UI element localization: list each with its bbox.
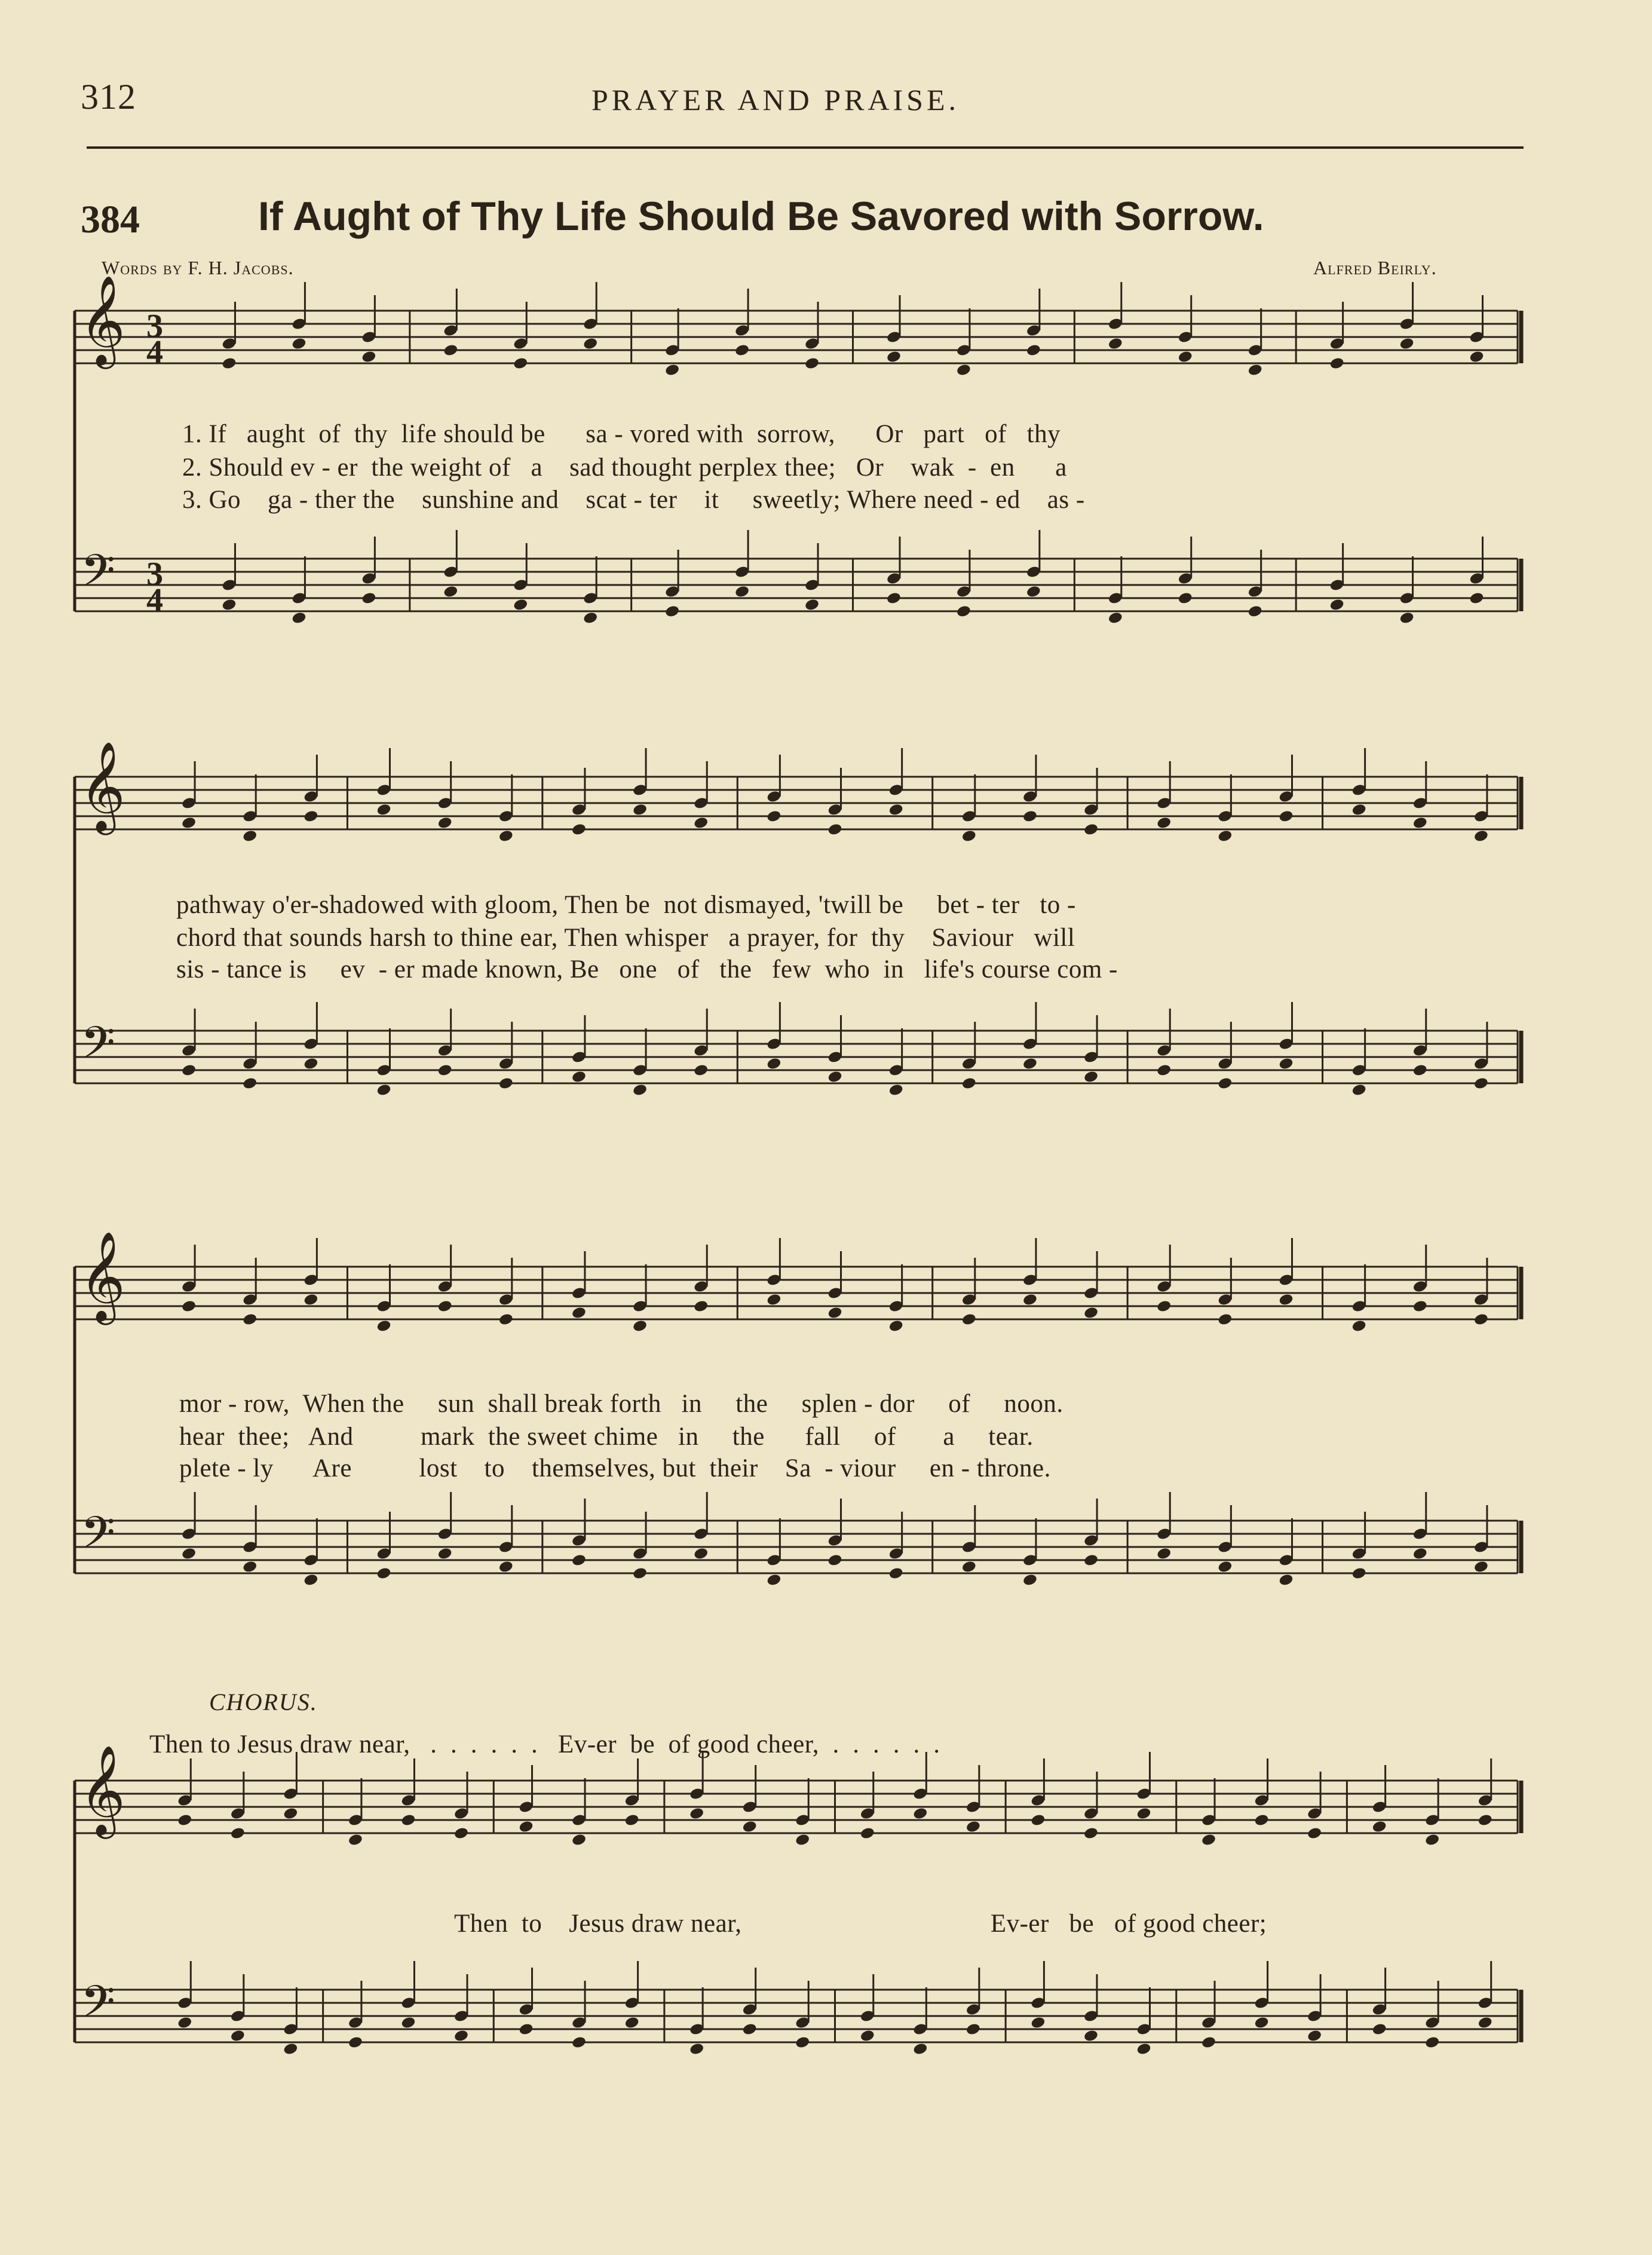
verse-3-line: 3. Go ga - ther the sunshine and scat - ter it sweetly; Where need - ed as - — [182, 486, 1085, 514]
note-head — [693, 1547, 709, 1561]
note-head — [795, 1833, 810, 1847]
note-head — [181, 816, 197, 830]
note-head — [571, 1070, 587, 1084]
note-head — [1083, 2029, 1099, 2043]
note-head — [1351, 1567, 1367, 1580]
note-head — [443, 585, 458, 599]
note-head — [291, 337, 307, 351]
note-head — [1329, 357, 1345, 370]
note-head — [230, 2029, 246, 2043]
note-head — [1473, 829, 1489, 843]
note-head — [860, 2029, 875, 2043]
note-head — [437, 1300, 453, 1313]
note-head — [453, 1827, 469, 1840]
verse-2-line: chord that sounds harsh to thine ear, Then whisper a prayer, for thy Saviour will — [176, 924, 1075, 952]
note-head — [888, 1083, 904, 1097]
note-head — [1399, 611, 1415, 625]
verse-2-line: hear thee; And mark the sweet chime in the fall of a tear. — [179, 1423, 1034, 1451]
note-head — [961, 1313, 977, 1326]
note-head — [571, 2036, 587, 2049]
note-head — [766, 1293, 781, 1307]
note-head — [571, 1833, 587, 1847]
note-head — [1030, 1813, 1046, 1827]
note-head — [376, 1319, 391, 1333]
note-head — [912, 2042, 928, 2056]
note-head — [1412, 1300, 1428, 1313]
note-head — [1030, 2016, 1046, 2030]
note-head — [1108, 611, 1123, 625]
note-head — [376, 1083, 391, 1097]
note-head — [498, 1077, 514, 1090]
verse-1-line: 1. If aught of thy life should be sa - vored with sorrow, Or part of thy — [182, 420, 1061, 448]
note-head — [291, 611, 307, 625]
note-head — [1136, 2042, 1151, 2056]
note-head — [1083, 1827, 1099, 1840]
note-head — [1248, 605, 1263, 618]
note-head — [1156, 1300, 1172, 1313]
note-head — [912, 1807, 928, 1821]
note-head — [303, 1293, 318, 1307]
page-number: 312 — [81, 77, 136, 117]
note-head — [1412, 816, 1428, 830]
note-head — [498, 1560, 514, 1574]
note-head — [242, 829, 258, 843]
note-head — [1478, 2016, 1493, 2030]
note-head — [734, 585, 750, 599]
note-head — [1278, 810, 1294, 823]
note-head — [1022, 1293, 1038, 1307]
time-signature-top: 3 — [146, 556, 163, 593]
note-head — [742, 2023, 758, 2036]
bass-clef-icon: 𝄢 — [81, 1507, 115, 1570]
hymn-number: 384 — [81, 198, 140, 241]
note-head — [1026, 585, 1041, 599]
note-head — [734, 344, 750, 357]
note-head — [513, 598, 528, 612]
note-head — [1351, 1083, 1367, 1097]
note-head — [624, 1813, 640, 1827]
note-head — [766, 810, 781, 823]
note-head — [181, 1300, 197, 1313]
time-signature-top: 3 — [146, 308, 163, 345]
note-head — [1307, 2029, 1322, 2043]
note-head — [1156, 1064, 1172, 1077]
note-head — [303, 1573, 318, 1587]
note-head — [1083, 1554, 1099, 1567]
note-head — [860, 1827, 875, 1840]
note-head — [766, 1057, 781, 1071]
note-head — [693, 1064, 709, 1077]
bass-clef-icon: 𝄢 — [81, 545, 115, 608]
note-head — [1253, 2016, 1269, 2030]
note-head — [498, 829, 514, 843]
note-head — [361, 592, 376, 605]
note-head — [348, 1833, 363, 1847]
note-head — [689, 1807, 704, 1821]
note-head — [966, 2023, 981, 2036]
note-head — [437, 1547, 453, 1561]
note-head — [1424, 1833, 1440, 1847]
note-head — [664, 363, 680, 377]
note-head — [1278, 1057, 1294, 1071]
verse-1-line: pathway o'er-shadowed with gloom, Then be not dismayed, 'twill be bet - ter to - — [176, 891, 1076, 919]
treble-clef-icon: 𝄞 — [79, 274, 125, 365]
note-head — [795, 2036, 810, 2049]
note-head — [888, 803, 904, 817]
note-head — [1469, 350, 1484, 364]
note-head — [583, 611, 598, 625]
note-head — [361, 350, 376, 364]
note-head — [632, 1319, 648, 1333]
note-head — [177, 2016, 192, 2030]
note-head — [1412, 1064, 1428, 1077]
words-credit: Words by F. H. Jacobs. — [102, 257, 294, 278]
note-head — [571, 1554, 587, 1567]
note-head — [689, 2042, 704, 2056]
note-head — [443, 344, 458, 357]
note-head — [303, 810, 318, 823]
note-head — [1424, 2036, 1440, 2049]
note-head — [1022, 1057, 1038, 1071]
note-head — [583, 337, 598, 351]
note-head — [1083, 823, 1099, 837]
note-head — [1307, 1827, 1322, 1840]
note-head — [498, 1313, 514, 1326]
note-head — [303, 1057, 318, 1071]
note-head — [1412, 1547, 1428, 1561]
note-head — [632, 1567, 648, 1580]
note-head — [966, 1820, 981, 1834]
note-head — [1478, 1813, 1493, 1827]
note-head — [437, 1064, 453, 1077]
note-head — [1351, 803, 1367, 817]
note-head — [1217, 829, 1233, 843]
verse-3-line: plete - ly Are lost to themselves, but their Sa - viour en - throne. — [179, 1454, 1051, 1482]
music-credit: Alfred Beirly. — [1313, 257, 1437, 278]
note-head — [221, 598, 237, 612]
note-head — [1217, 1077, 1233, 1090]
note-head — [961, 1077, 977, 1090]
note-head — [632, 803, 648, 817]
time-signature-bottom: 4 — [146, 582, 163, 619]
note-head — [376, 1567, 391, 1580]
note-head — [283, 1807, 298, 1821]
note-head — [886, 350, 902, 364]
note-head — [961, 1560, 977, 1574]
note-head — [1136, 1807, 1151, 1821]
note-head — [230, 1827, 246, 1840]
note-head — [1083, 1306, 1099, 1320]
note-head — [1026, 344, 1041, 357]
note-head — [1469, 592, 1484, 605]
note-head — [1473, 1313, 1489, 1326]
note-head — [376, 803, 391, 817]
note-head — [664, 605, 680, 618]
note-head — [283, 2042, 298, 2056]
note-head — [1083, 1070, 1099, 1084]
note-head — [827, 823, 842, 837]
note-head — [827, 1306, 842, 1320]
note-head — [804, 357, 820, 370]
chorus-response-lyric: Then to Jesus draw near, Ev-er be of good cheer; — [454, 1910, 1267, 1938]
note-head — [961, 829, 977, 843]
note-head — [1329, 598, 1345, 612]
note-head — [242, 1560, 258, 1574]
note-head — [956, 363, 971, 377]
note-head — [827, 1070, 842, 1084]
note-head — [1217, 1313, 1233, 1326]
note-head — [1022, 810, 1038, 823]
treble-clef-icon: 𝄞 — [79, 1230, 125, 1321]
note-head — [886, 592, 902, 605]
verse-1-line: mor - row, When the sun shall break forth in the splen - dor of noon. — [179, 1390, 1063, 1418]
note-head — [1351, 1319, 1367, 1333]
note-head — [571, 1306, 587, 1320]
note-head — [1217, 1560, 1233, 1574]
note-head — [1278, 1573, 1294, 1587]
note-head — [1156, 816, 1172, 830]
note-head — [513, 357, 528, 370]
note-head — [632, 1083, 648, 1097]
bass-clef-icon: 𝄢 — [81, 1976, 115, 2039]
note-head — [437, 816, 453, 830]
note-head — [221, 357, 237, 370]
time-signature-bottom: 4 — [146, 334, 163, 371]
verse-3-line: sis - tance is ev - er made known, Be one of the few who in life's course com - — [176, 955, 1118, 984]
note-head — [624, 2016, 640, 2030]
note-head — [1022, 1573, 1038, 1587]
note-head — [888, 1319, 904, 1333]
note-head — [1278, 1293, 1294, 1307]
note-head — [1178, 592, 1193, 605]
note-head — [693, 816, 709, 830]
note-head — [242, 1077, 258, 1090]
note-head — [1253, 1813, 1269, 1827]
note-head — [453, 2029, 469, 2043]
note-head — [348, 2036, 363, 2049]
note-head — [1399, 337, 1415, 351]
chorus-label: CHORUS. — [209, 1689, 318, 1715]
note-head — [766, 1573, 781, 1587]
note-head — [1473, 1560, 1489, 1574]
note-head — [518, 2023, 534, 2036]
note-head — [693, 1300, 709, 1313]
note-head — [181, 1547, 197, 1561]
note-head — [956, 605, 971, 618]
note-head — [1108, 337, 1123, 351]
note-head — [1372, 1820, 1387, 1834]
note-head — [571, 823, 587, 837]
note-head — [1201, 2036, 1216, 2049]
bass-clef-icon: 𝄢 — [81, 1017, 115, 1080]
note-head — [1248, 363, 1263, 377]
treble-clef-icon: 𝄞 — [79, 1744, 125, 1835]
note-head — [1372, 2023, 1387, 2036]
note-head — [400, 1813, 416, 1827]
hymn-title: If Aught of Thy Life Should Be Savored with Sorrow. — [258, 194, 1264, 239]
note-head — [1178, 350, 1193, 364]
note-head — [518, 1820, 534, 1834]
note-head — [1156, 1547, 1172, 1561]
note-head — [804, 598, 820, 612]
chorus-soprano-lyric: Then to Jesus draw near, . . . . . . Ev-er be of good cheer, . . . . . . — [149, 1730, 940, 1758]
running-title: PRAYER AND PRAISE. — [591, 83, 960, 117]
note-head — [1201, 1833, 1216, 1847]
note-head — [400, 2016, 416, 2030]
note-head — [177, 1813, 192, 1827]
note-head — [181, 1064, 197, 1077]
note-head — [242, 1313, 258, 1326]
verse-2-line: 2. Should ev - er the weight of a sad thought perplex thee; Or wak - en a — [182, 454, 1067, 482]
note-head — [888, 1567, 904, 1580]
note-head — [1473, 1077, 1489, 1090]
note-head — [827, 1554, 842, 1567]
note-head — [742, 1820, 758, 1834]
treble-clef-icon: 𝄞 — [79, 740, 125, 831]
